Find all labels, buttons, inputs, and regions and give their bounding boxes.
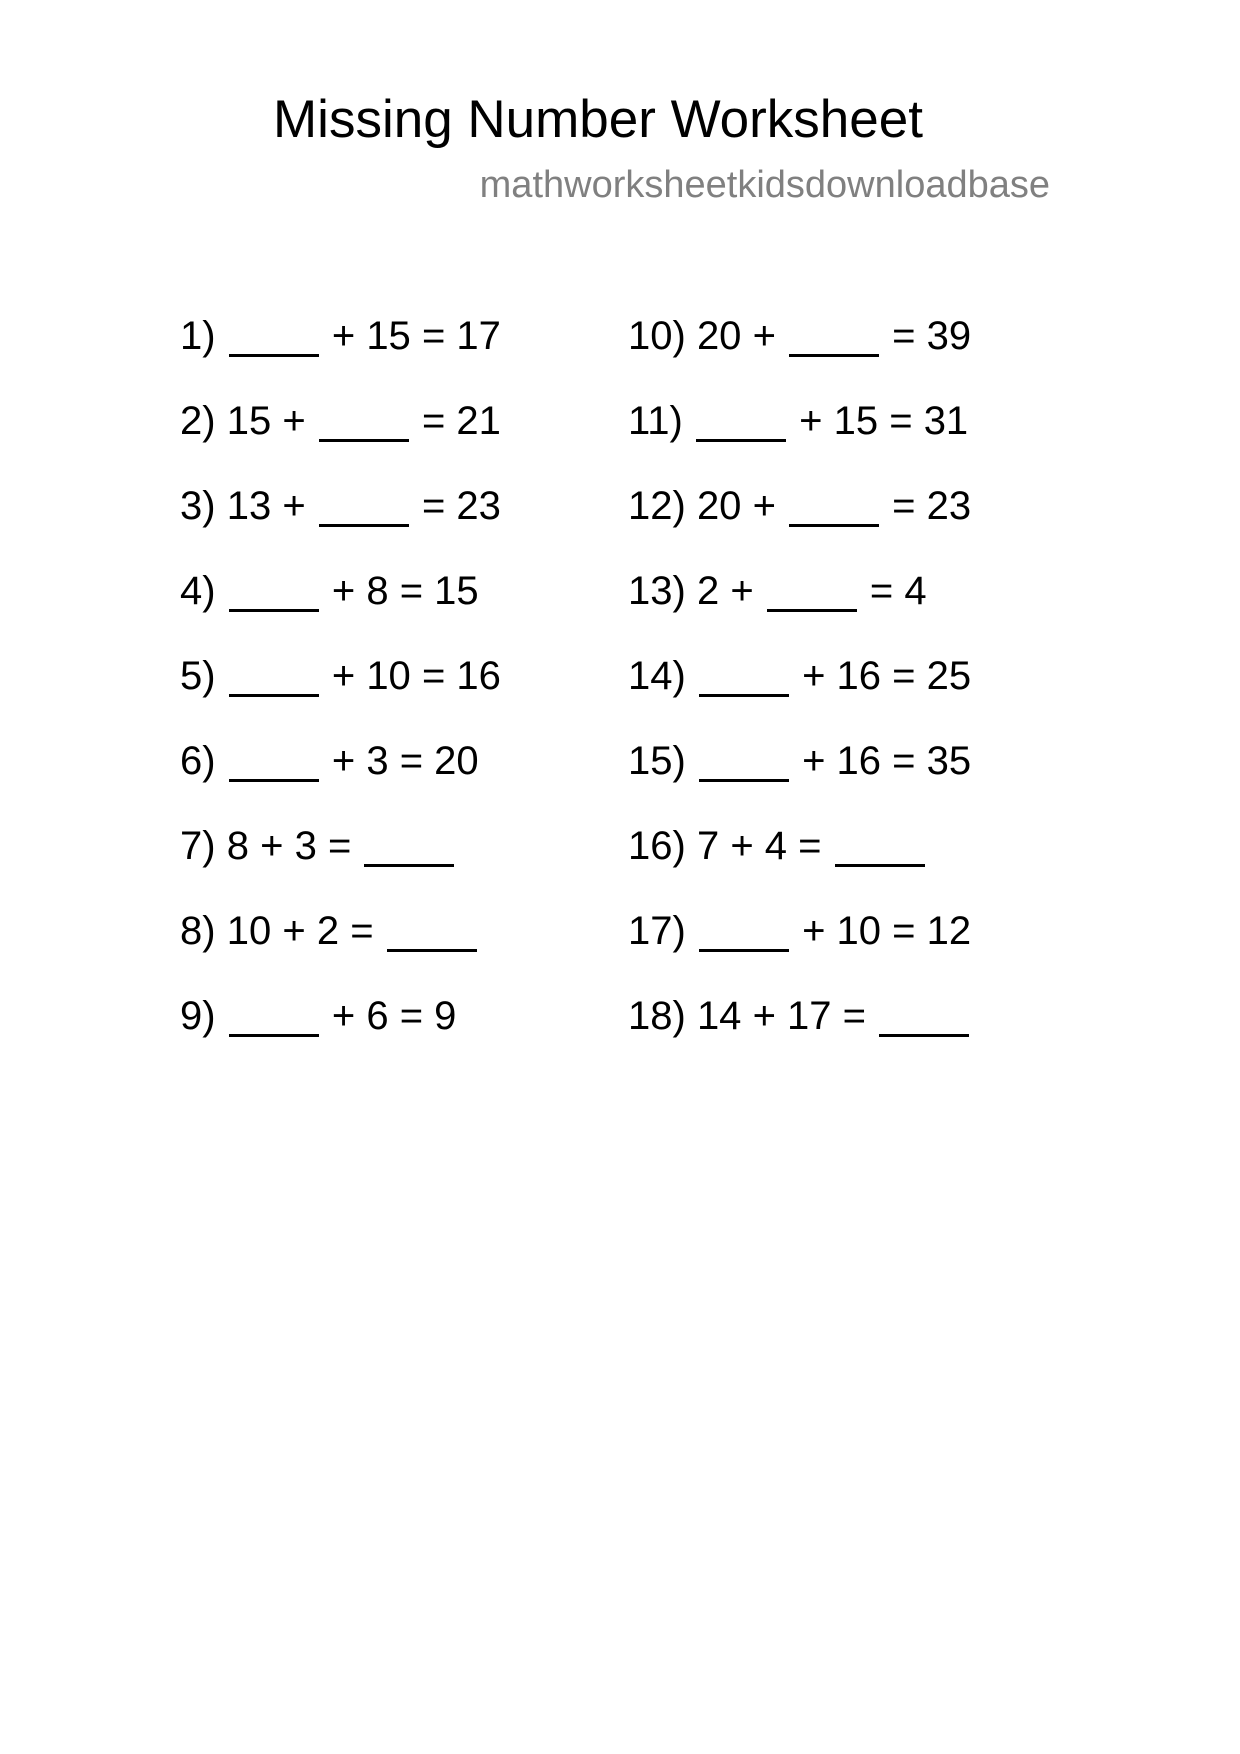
problem-item xyxy=(180,395,501,480)
problem-number: 16) xyxy=(628,824,686,868)
problem-number: 12) xyxy=(628,484,686,528)
equals-sign: = xyxy=(350,909,374,953)
equals-sign: = xyxy=(399,994,424,1038)
plus-sign: + xyxy=(331,314,356,358)
problem-item xyxy=(180,990,501,1075)
problem-number: 13) xyxy=(628,569,686,613)
answer-blank[interactable] xyxy=(229,739,319,782)
problem-item xyxy=(180,735,501,820)
addend-b: 4 xyxy=(764,824,788,868)
sum-result: 16 xyxy=(456,654,501,698)
addend-b: 6 xyxy=(366,994,389,1038)
sum-result: 9 xyxy=(434,994,457,1038)
plus-sign: + xyxy=(730,569,754,613)
plus-sign: + xyxy=(282,484,306,528)
equals-sign: = xyxy=(421,399,446,443)
problem-item xyxy=(180,820,501,905)
problem-item xyxy=(180,565,501,650)
plus-sign: + xyxy=(331,569,356,613)
sum-result: 25 xyxy=(926,654,972,698)
problem-number: 1) xyxy=(180,314,216,358)
addend-b: 17 xyxy=(787,994,832,1038)
worksheet-source: mathworksheetkidsdownloadbase xyxy=(479,164,1050,206)
answer-blank[interactable] xyxy=(699,739,789,782)
plus-sign: + xyxy=(802,654,826,698)
plus-sign: + xyxy=(282,909,306,953)
answer-blank[interactable] xyxy=(229,654,319,697)
equals-sign: = xyxy=(798,824,822,868)
answer-blank[interactable] xyxy=(789,484,879,527)
problem-number: 18) xyxy=(628,994,686,1038)
addend-a: 2 xyxy=(696,569,720,613)
addend-b: 3 xyxy=(366,739,389,783)
sum-result: 23 xyxy=(926,484,972,528)
equals-sign: = xyxy=(892,739,916,783)
problem-column-right xyxy=(628,310,971,1075)
problem-number: 8) xyxy=(180,909,216,953)
equals-sign: = xyxy=(892,314,916,358)
plus-sign: + xyxy=(752,994,776,1038)
problem-item xyxy=(628,480,971,565)
problem-item xyxy=(628,820,971,905)
answer-blank[interactable] xyxy=(879,994,969,1037)
plus-sign: + xyxy=(802,739,826,783)
addend-a: 14 xyxy=(696,994,742,1038)
problem-item xyxy=(628,905,971,990)
problem-item xyxy=(628,990,971,1075)
sum-result: 21 xyxy=(456,399,501,443)
problem-item xyxy=(628,395,971,480)
addend-b: 15 xyxy=(833,399,879,443)
answer-blank[interactable] xyxy=(835,824,925,867)
problem-number: 10) xyxy=(628,314,686,358)
equals-sign: = xyxy=(842,994,867,1038)
problem-number: 9) xyxy=(180,994,216,1038)
answer-blank[interactable] xyxy=(229,314,319,357)
answer-blank[interactable] xyxy=(229,569,319,612)
answer-blank[interactable] xyxy=(789,314,879,357)
addend-a: 15 xyxy=(226,399,272,443)
problem-number: 7) xyxy=(180,824,216,868)
problem-item xyxy=(180,310,501,395)
equals-sign: = xyxy=(892,909,916,953)
problem-item xyxy=(628,310,971,395)
plus-sign: + xyxy=(331,654,356,698)
sum-result: 31 xyxy=(923,399,969,443)
plus-sign: + xyxy=(752,484,776,528)
problem-item xyxy=(180,650,501,735)
sum-result: 15 xyxy=(434,569,479,613)
sum-result: 39 xyxy=(926,314,972,358)
addend-b: 2 xyxy=(316,909,340,953)
problem-number: 2) xyxy=(180,399,216,443)
plus-sign: + xyxy=(282,399,306,443)
sum-result: 20 xyxy=(434,739,479,783)
sum-result: 12 xyxy=(926,909,972,953)
addend-b: 16 xyxy=(836,654,882,698)
problem-item xyxy=(628,735,971,820)
addend-a: 20 xyxy=(696,484,742,528)
addend-a: 8 xyxy=(226,824,249,868)
problem-number: 11) xyxy=(628,399,683,443)
problem-number: 17) xyxy=(628,909,686,953)
answer-blank[interactable] xyxy=(364,824,454,867)
plus-sign: + xyxy=(730,824,754,868)
plus-sign: + xyxy=(802,909,826,953)
equals-sign: = xyxy=(421,484,446,528)
sum-result: 17 xyxy=(456,314,501,358)
answer-blank[interactable] xyxy=(319,399,409,442)
problem-item xyxy=(628,565,971,650)
plus-sign: + xyxy=(331,739,356,783)
problem-number: 15) xyxy=(628,739,686,783)
equals-sign: = xyxy=(399,739,424,783)
equals-sign: = xyxy=(327,824,352,868)
plus-sign: + xyxy=(799,399,823,443)
equals-sign: = xyxy=(889,399,913,443)
plus-sign: + xyxy=(260,824,284,868)
problem-item xyxy=(628,650,971,735)
sum-result: 4 xyxy=(904,569,927,613)
answer-blank[interactable] xyxy=(387,909,477,952)
problem-number: 6) xyxy=(180,739,216,783)
problem-item xyxy=(180,480,501,565)
plus-sign: + xyxy=(752,314,776,358)
problem-number: 14) xyxy=(628,654,686,698)
problem-number: 5) xyxy=(180,654,216,698)
addend-b: 16 xyxy=(836,739,882,783)
addend-a: 20 xyxy=(696,314,742,358)
addend-a: 13 xyxy=(226,484,272,528)
equals-sign: = xyxy=(399,569,424,613)
answer-blank[interactable] xyxy=(699,654,789,697)
equals-sign: = xyxy=(869,569,894,613)
answer-blank[interactable] xyxy=(699,909,789,952)
equals-sign: = xyxy=(421,654,446,698)
addend-b: 8 xyxy=(366,569,389,613)
answer-blank[interactable] xyxy=(229,994,319,1037)
addend-b: 10 xyxy=(366,654,411,698)
equals-sign: = xyxy=(421,314,446,358)
equals-sign: = xyxy=(892,484,916,528)
addend-b: 10 xyxy=(836,909,882,953)
problem-column-left xyxy=(180,310,501,1075)
problem-number: 4) xyxy=(180,569,216,613)
answer-blank[interactable] xyxy=(696,399,786,442)
problem-number: 3) xyxy=(180,484,216,528)
answer-blank[interactable] xyxy=(319,484,409,527)
sum-result: 23 xyxy=(456,484,501,528)
addend-b: 15 xyxy=(366,314,411,358)
equals-sign: = xyxy=(892,654,916,698)
sum-result: 35 xyxy=(926,739,972,783)
worksheet-title: Missing Number Worksheet xyxy=(273,90,923,149)
addend-b: 3 xyxy=(294,824,317,868)
addend-a: 7 xyxy=(696,824,720,868)
addend-a: 10 xyxy=(226,909,272,953)
answer-blank[interactable] xyxy=(767,569,857,612)
problem-item xyxy=(180,905,501,990)
plus-sign: + xyxy=(331,994,356,1038)
